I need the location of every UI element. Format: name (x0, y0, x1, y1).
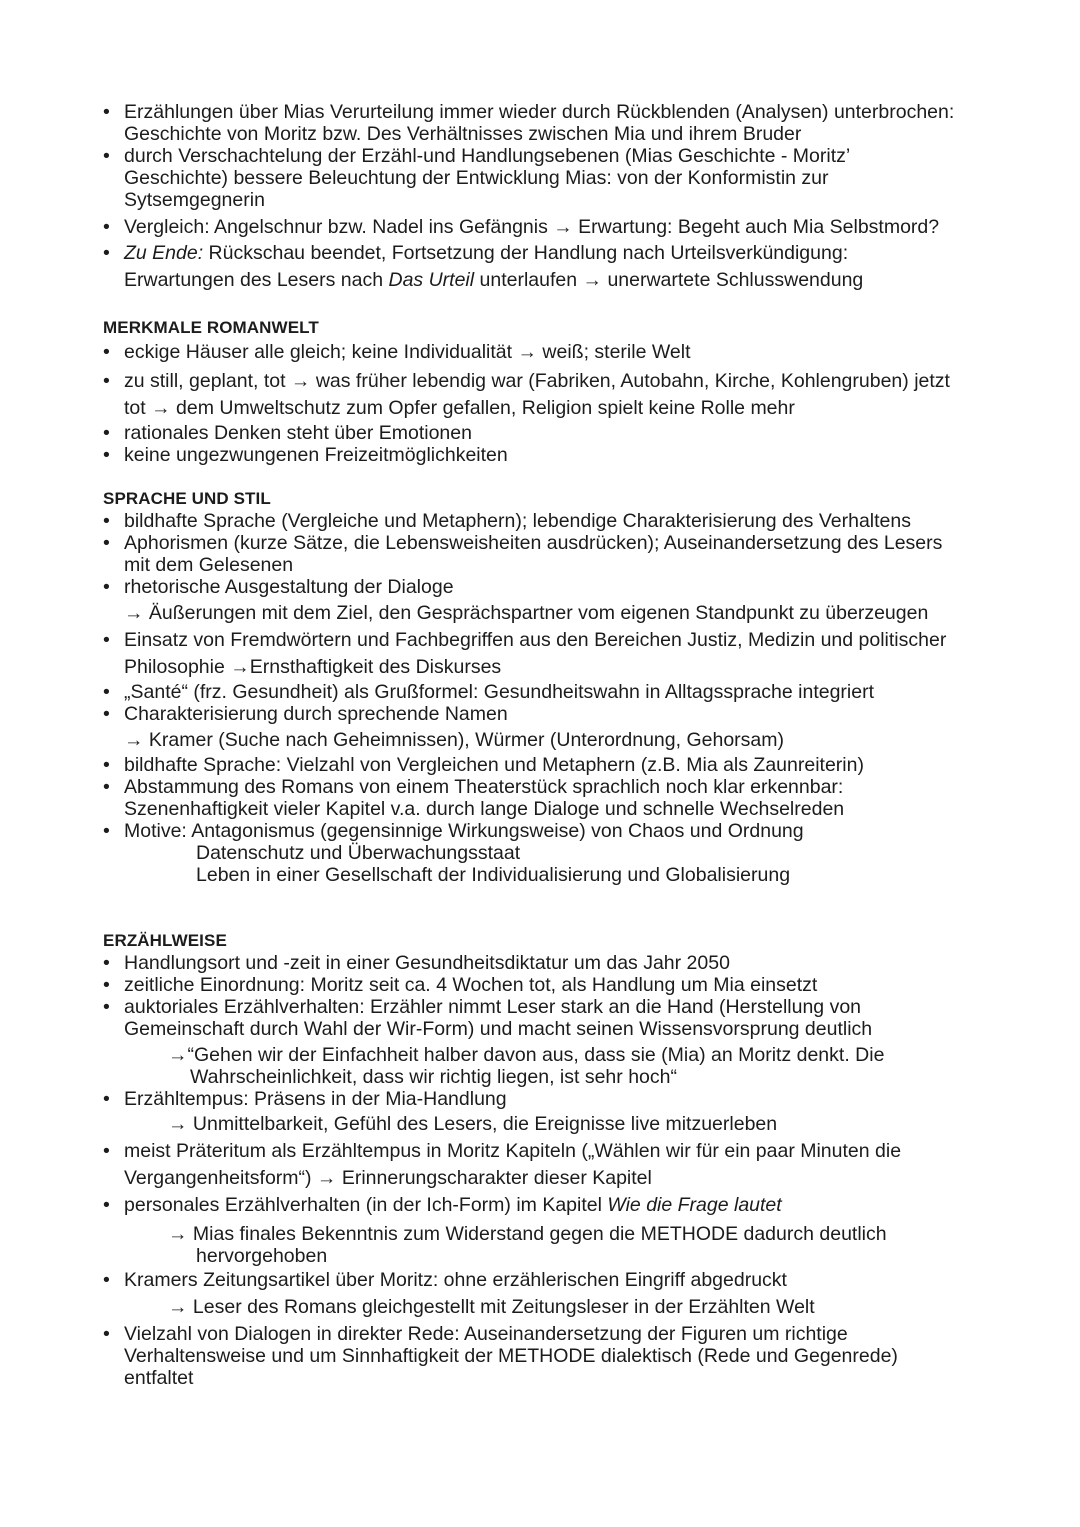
list-item: → Leser des Romans gleichgestellt mit Zeitungsleser in der Erzählten Welt (168, 1296, 815, 1318)
list-item: • Vergleich: Angelschnur bzw. Nadel ins Gefängnis → Erwartung: Begeht auch Mia Selbstmord? (103, 216, 1003, 238)
list-item: • zeitliche Einordnung: Moritz seit ca. 4 Wochen tot, als Handlung um Mia einsetzt (103, 974, 1003, 996)
intro-list (103, 101, 1003, 294)
list-item: • Kramers Zeitungsartikel über Moritz: ohne erzählerischen Eingriff abgedruckt (103, 1267, 1003, 1294)
list-item: • eckige Häuser alle gleich; keine Individualität → weiß; sterile Welt (103, 339, 1003, 366)
merkmale-list (103, 339, 1003, 466)
list-item: • personales Erzählverhalten (in der Ich-Form) im Kapitel Wie die Frage lautet (103, 1192, 1003, 1219)
list-item: • Motive: Antagonismus (gegensinnige Wirkungsweise) von Chaos und Ordnung Datenschutz und Überwachungsstaat Leben in einer Gesellschaft der Individualisierung und Globalisierung (103, 820, 1003, 886)
list-item: • Abstammung des Romans von einem Theaterstück sprachlich noch klar erkennbar: Szenenhaftigkeit vieler Kapitel v.a. durch lange Dialoge und schnelle Wechselreden (103, 776, 1003, 820)
list-item: • Charakterisierung durch sprechende Namen (103, 703, 1003, 725)
list-item: • rationales Denken steht über Emotionen (103, 422, 1003, 444)
list-item: • Erzähltempus: Präsens in der Mia-Handlung (103, 1088, 1003, 1110)
list-item: • auktoriales Erzählverhalten: Erzähler nimmt Leser stark an die Hand (Herstellung von Gemeinschaft durch Wahl der Wir-Form) und macht seinen Wissensvorsprung deutlich (103, 996, 1003, 1040)
list-item: • Vielzahl von Dialogen in direkter Rede: Auseinandersetzung der Figuren um richtige Verhaltensweise und um Sinnhaftigkeit der METHODE dialektisch (Rede und Gegenrede) entfaltet (103, 1323, 1003, 1389)
list-item: →“Gehen wir der Einfachheit halber davon aus, dass sie (Mia) an Moritz denkt. Die Wahrscheinlichkeit, dass wir richtig liegen, ist sehr hoch“ (168, 1044, 885, 1088)
list-item: • bildhafte Sprache (Vergleiche und Metaphern); lebendige Charakterisierung des Verhaltens (103, 510, 1003, 532)
list-item: • keine ungezwungenen Freizeitmöglichkeiten (103, 444, 1003, 466)
section-title-sprache: SPRACHE UND STIL (103, 489, 271, 508)
list-item: • meist Präteritum als Erzähltempus in Moritz Kapiteln („Wählen wir für ein paar Minuten die Vergangenheitsform“) → Erinnerungscharakter dieser Kapitel (103, 1138, 1003, 1192)
section-title-merkmale: MERKMALE ROMANWELT (103, 318, 319, 337)
list-item: • rhetorische Ausgestaltung der Dialoge (103, 576, 1003, 598)
sprache-list (103, 510, 1003, 886)
list-item: → Mias finales Bekenntnis zum Widerstand gegen die METHODE dadurch deutlich hervorgehoben (168, 1223, 887, 1267)
list-item: → Unmittelbarkeit, Gefühl des Lesers, die Ereignisse live mitzuerleben (168, 1113, 778, 1135)
list-item: • Handlungsort und -zeit in einer Gesundheitsdiktatur um das Jahr 2050 (103, 952, 1003, 974)
section-title-erzaehlweise: ERZÄHLWEISE (103, 931, 227, 950)
list-item: • zu still, geplant, tot → was früher lebendig war (Fabriken, Autobahn, Kirche, Kohlengruben) jetzt tot → dem Umweltschutz zum Opfer gefallen, Religion spielt keine Rolle mehr (103, 368, 1003, 422)
list-item: • bildhafte Sprache: Vielzahl von Vergleichen und Metaphern (z.B. Mia als Zaunreiterin) (103, 754, 1003, 776)
list-item: • „Santé“ (frz. Gesundheit) als Grußformel: Gesundheitswahn in Alltagssprache integriert (103, 681, 1003, 703)
list-item: • Zu Ende: Rückschau beendet, Fortsetzung der Handlung nach Urteilsverkündigung: Erwartungen des Lesers nach Das Urteil unterlaufen → unerwartete Schlusswendung (103, 240, 1003, 294)
document-page (103, 101, 1003, 1389)
erzaehlweise-list (103, 952, 1003, 1389)
list-item: • durch Verschachtelung der Erzähl-und Handlungsebenen (Mias Geschichte - Moritz’ Geschichte) bessere Beleuchtung der Entwicklung Mias: von der Konformistin zur Sytsemgegnerin (103, 145, 1003, 211)
list-item: • Einsatz von Fremdwörtern und Fachbegriffen aus den Bereichen Justiz, Medizin und politischer Philosophie →Ernsthaftigkeit des Diskurses (103, 627, 1003, 681)
list-item: → Kramer (Suche nach Geheimnissen), Würmer (Unterordnung, Gehorsam) (124, 729, 784, 751)
list-item: • Erzählungen über Mias Verurteilung immer wieder durch Rückblenden (Analysen) unterbrochen: Geschichte von Moritz bzw. Des Verhältnisses zwischen Mia und ihrem Bruder (103, 101, 1003, 145)
list-item: • Aphorismen (kurze Sätze, die Lebensweisheiten ausdrücken); Auseinandersetzung des Lesers mit dem Gelesenen (103, 532, 1003, 576)
list-item: → Äußerungen mit dem Ziel, den Gesprächspartner vom eigenen Standpunkt zu überzeugen (124, 602, 929, 624)
